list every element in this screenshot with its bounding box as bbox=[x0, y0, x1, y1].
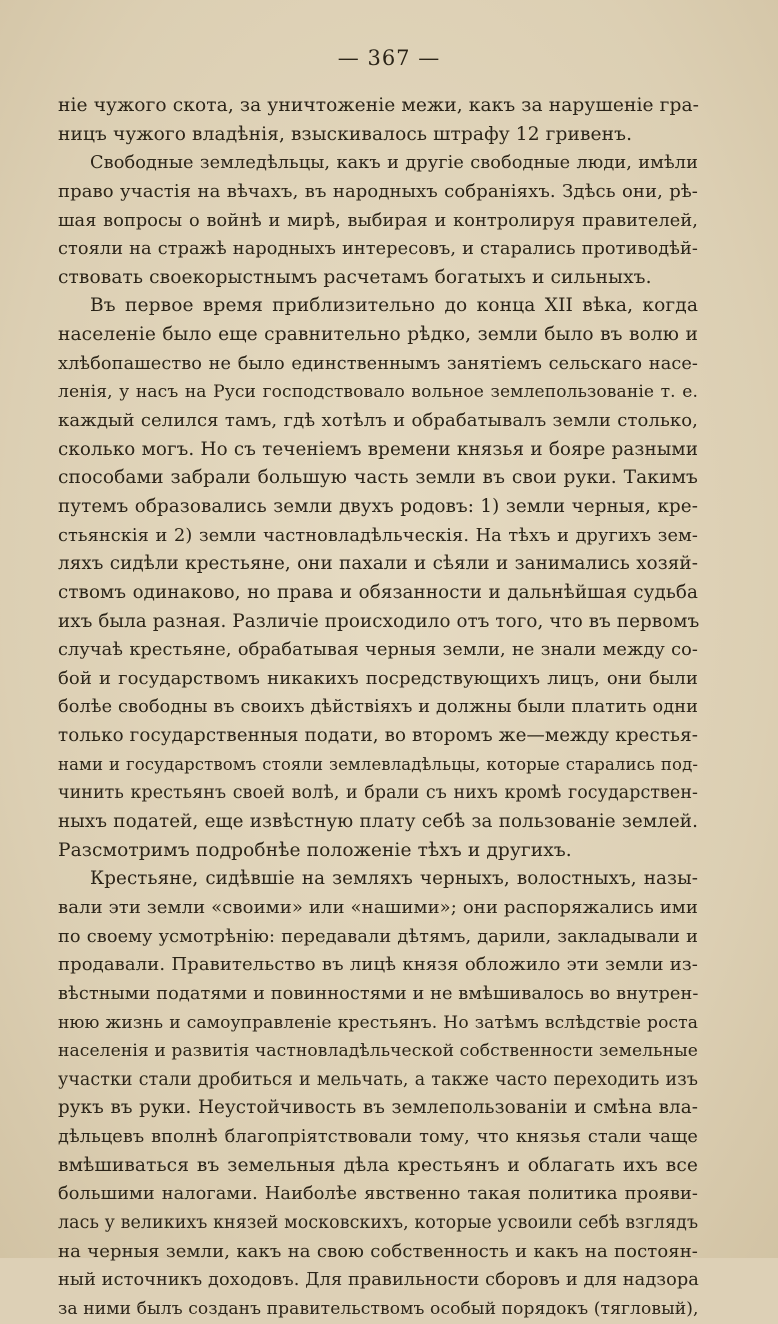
text-line: лась у великихъ князей московскихъ, которые усвоили себѣ взглядъ bbox=[58, 1212, 699, 1233]
text-line: ствовать своекорыстнымъ расчетамъ богатыхъ и сильныхъ. bbox=[58, 266, 652, 288]
text-line: случаѣ крестьяне, обрабатывая черныя земли, не знали между со- bbox=[58, 640, 698, 661]
text-line: Въ первое время приблизительно до конца XII вѣка, когда bbox=[90, 295, 698, 317]
text-line: каждый селился тамъ, гдѣ хотѣлъ и обрабатывалъ земли столько, bbox=[58, 410, 698, 432]
text-line: ленія, у насъ на Руси господствовало вольное землепользованіе т. е. bbox=[58, 382, 698, 403]
text-line: по своему усмотрѣнію: передавали дѣтямъ, дарили, закладывали и bbox=[58, 926, 698, 947]
text-line: участки стали дробиться и мельчать, а также часто переходить изъ bbox=[58, 1069, 698, 1090]
text-line: способами забрали большую часть земли въ свои руки. Такимъ bbox=[58, 467, 698, 489]
paragraph bbox=[58, 92, 698, 149]
text-line: шая вопросы о войнѣ и мирѣ, выбирая и контролируя правителей, bbox=[58, 210, 698, 231]
text-line: ный источникъ доходовъ. Для правильности сборовъ и для надзора bbox=[58, 1270, 699, 1291]
text-line: стояли на стражѣ народныхъ интересовъ, и старались противодѣй- bbox=[58, 239, 698, 260]
text-line: ствомъ одинаково, но права и обязанности и дальнѣйшая судьба bbox=[58, 581, 698, 603]
text-line: сколько могъ. Но съ теченіемъ времени князья и бояре разными bbox=[58, 438, 698, 460]
text-line: только государственныя подати, во второмъ же—между крестья- bbox=[58, 725, 698, 747]
text-line: Крестьяне, сидѣвшіе на земляхъ черныхъ, волостныхъ, назы- bbox=[90, 868, 698, 890]
text-line: на черныя земли, какъ на свою собственность и какъ на постоян- bbox=[58, 1240, 698, 1262]
text-line: вмѣшиваться въ земельныя дѣла крестьянъ и облагать ихъ все bbox=[58, 1154, 698, 1176]
text-line: рукъ въ руки. Неустойчивость въ землепользованіи и смѣна вла- bbox=[58, 1097, 698, 1119]
text-line: населенія и развитія частновладѣльческой собственности земельные bbox=[58, 1041, 698, 1062]
text-line: продавали. Правительство въ лицѣ князя обложило эти земли из- bbox=[58, 954, 698, 976]
text-line: ныхъ податей, еще извѣстную плату себѣ за пользованіе землей. bbox=[58, 811, 698, 833]
text-line: нюю жизнь и самоуправленіе крестьянъ. Но затѣмъ вслѣдствіе роста bbox=[58, 1012, 698, 1033]
text-line: Свободные земледѣльцы, какъ и другіе свободные люди, имѣли bbox=[90, 153, 698, 174]
text-line: бой и государствомъ никакихъ посредствующихъ лицъ, они были bbox=[58, 667, 698, 689]
text-line: путемъ образовались земли двухъ родовъ: 1) земли черныя, кре- bbox=[58, 495, 698, 517]
paragraph bbox=[58, 865, 698, 1323]
text-line: нами и государствомъ стояли землевладѣльцы, которые старались под- bbox=[58, 754, 698, 774]
text-line: вѣстными податями и повинностями и не вмѣшивалось во внутрен- bbox=[58, 983, 699, 1004]
text-line: ляхъ сидѣли крестьяне, они пахали и сѣяли и занимались хозяй- bbox=[58, 553, 698, 575]
text-line: чинить крестьянъ своей волѣ, и брали съ нихъ кромѣ государствен- bbox=[58, 783, 698, 804]
text-line: право участія на вѣчахъ, въ народныхъ собраніяхъ. Здѣсь они, рѣ- bbox=[58, 180, 698, 202]
text-line: ихъ была разная. Различіе происходило отъ того, что въ первомъ bbox=[58, 610, 700, 632]
text-line: вали эти земли «своими» или «нашими»; они распоряжались ими bbox=[58, 896, 698, 918]
text-line: дѣльцевъ вполнѣ благопріятствовали тому, что князья стали чаще bbox=[58, 1127, 698, 1148]
page-number: — 367 — bbox=[337, 46, 441, 70]
text-line: ницъ чужого владѣнія, взыскивалось штрафу 12 гривенъ. bbox=[58, 123, 633, 145]
text-line: Разсмотримъ подробнѣе положеніе тѣхъ и другихъ. bbox=[58, 839, 572, 861]
text-line: за ними былъ созданъ правительствомъ особый порядокъ (тягловый), bbox=[58, 1298, 699, 1319]
text-line: ніе чужого скота, за уничтоженіе межи, какъ за нарушеніе гра- bbox=[58, 95, 700, 116]
text-line: стьянскія и 2) земли частновладѣльческія. На тѣхъ и другихъ зем- bbox=[58, 525, 698, 546]
paragraph bbox=[58, 149, 698, 292]
text-line: болѣе свободны въ своихъ дѣйствіяхъ и должны были платить одни bbox=[58, 697, 698, 718]
body-text bbox=[58, 92, 698, 1324]
paragraph bbox=[58, 292, 698, 865]
text-line: хлѣбопашество не было единственнымъ занятіемъ сельскаго насе- bbox=[58, 353, 698, 374]
text-line: большими налогами. Наиболѣе явственно такая политика прояви- bbox=[58, 1184, 698, 1205]
text-line: населеніе было еще сравнительно рѣдко, земли было въ волю и bbox=[58, 324, 698, 346]
